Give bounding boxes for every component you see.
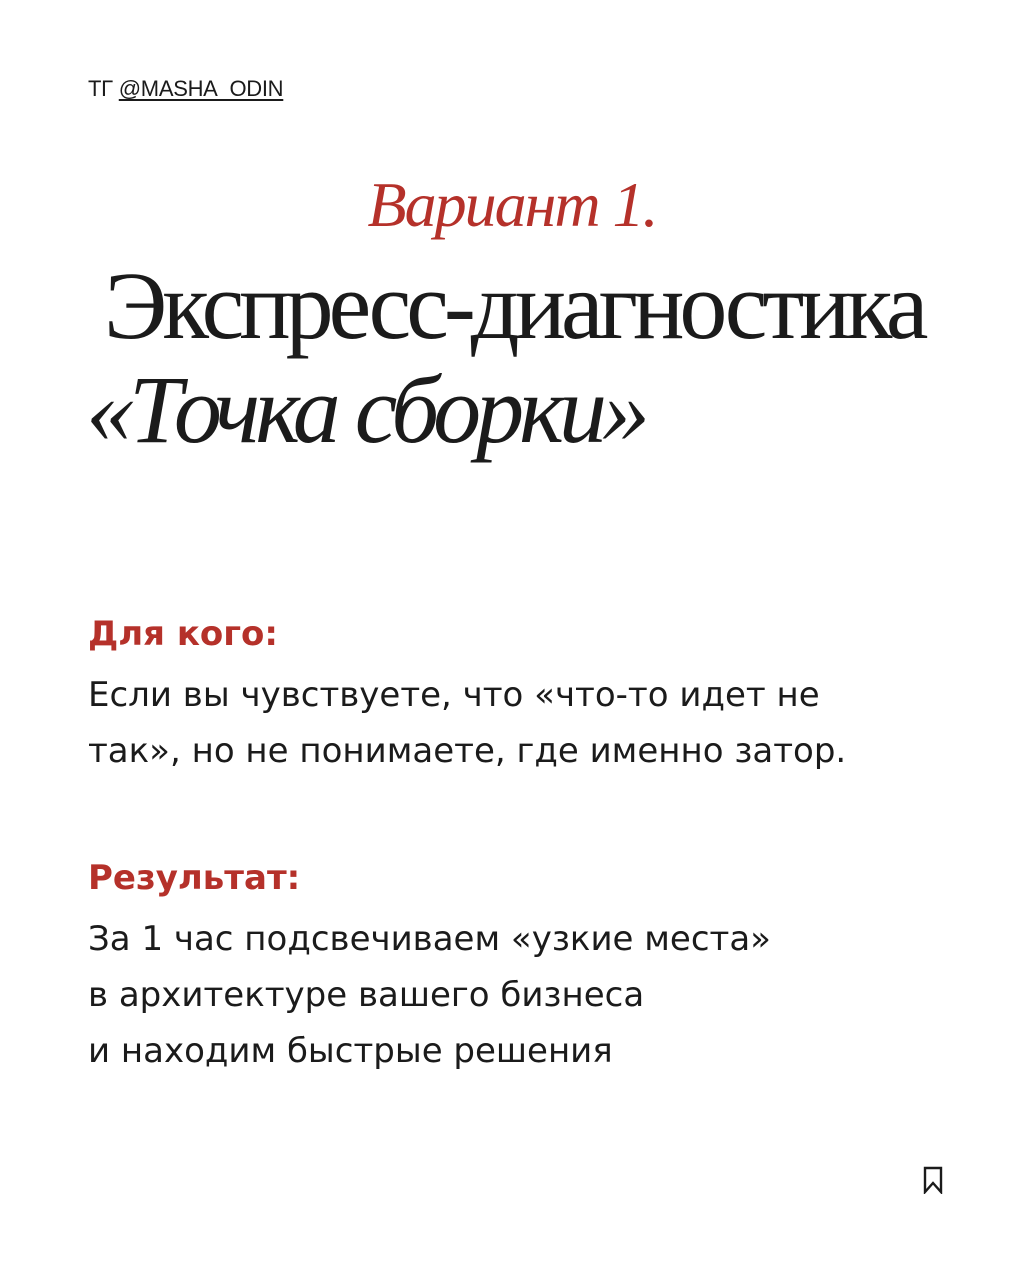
audience-line: Если вы чувствуете, что «что-то идет не (88, 675, 820, 715)
variant-label: Вариант 1. (367, 169, 657, 240)
audience-text (88, 667, 846, 779)
bookmark-icon[interactable] (922, 1166, 944, 1194)
result-label: Результат: (88, 858, 301, 898)
result-line: и находим быстрые решения (88, 1031, 613, 1071)
page-subtitle: «Точка сборки» (86, 356, 646, 463)
handle-link[interactable]: @MASHA_ODIN (118, 76, 284, 101)
page-title: Экспресс-диагностика (104, 252, 924, 359)
result-line: в архитектуре вашего бизнеса (88, 975, 645, 1015)
audience-label: Для кого: (88, 614, 279, 654)
result-text (88, 911, 771, 1079)
result-line: За 1 час подсвечиваем «узкие места» (88, 919, 771, 959)
handle-prefix: ТГ (88, 76, 113, 101)
telegram-handle (88, 76, 283, 102)
audience-line: так», но не понимаете, где именно затор. (88, 731, 847, 771)
